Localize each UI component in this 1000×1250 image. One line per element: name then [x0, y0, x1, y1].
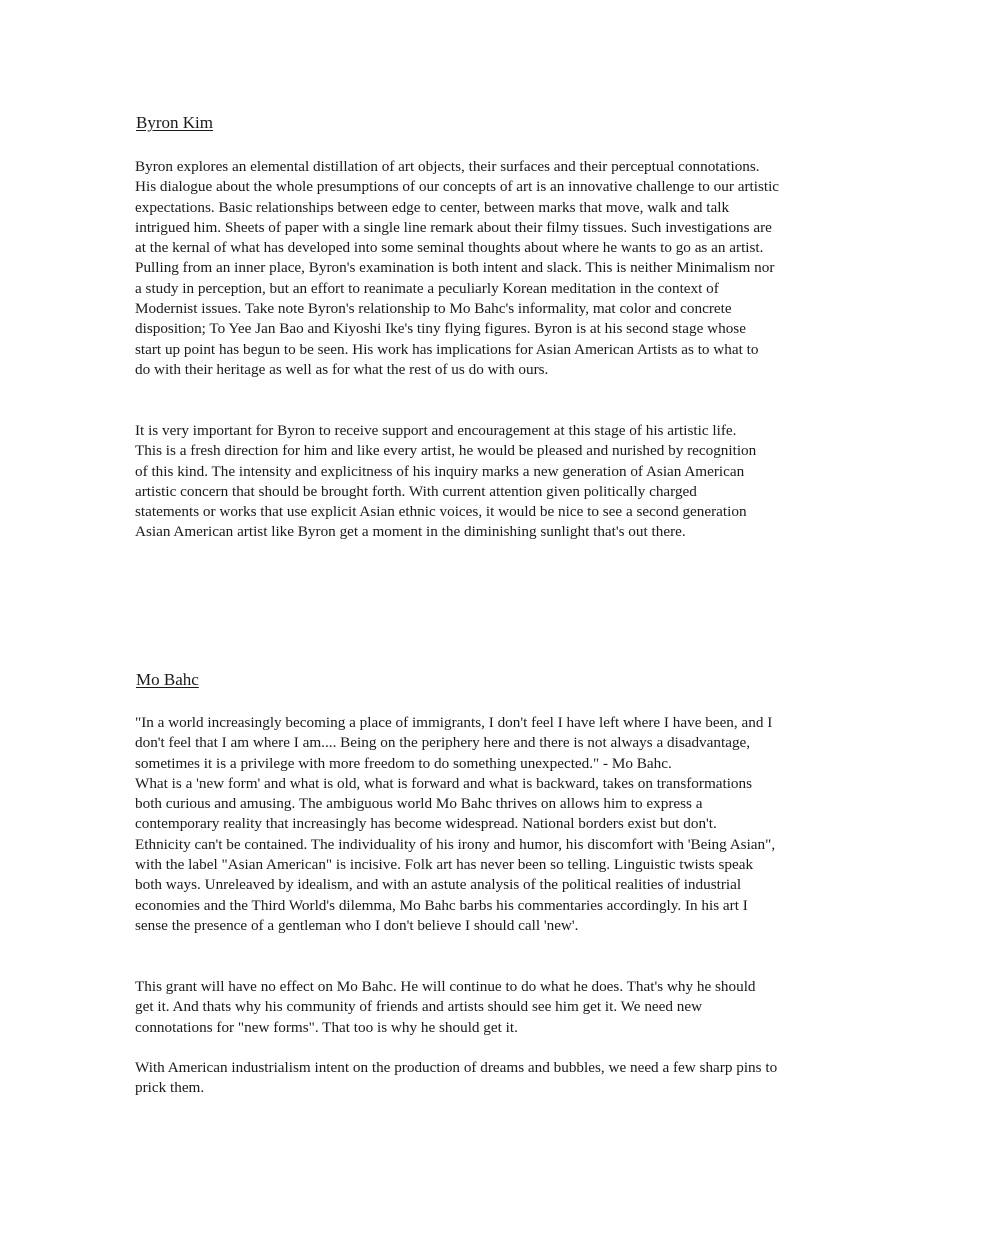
text-line: "In a world increasingly becoming a place of immigrants, I don't feel I have left where I have been, and I [135, 714, 773, 731]
byron-kim-paragraph-1 [135, 157, 895, 380]
text-line: It is very important for Byron to receive support and encouragement at this stage of his artistic life. [135, 422, 737, 439]
text-line: with the label "Asian American" is incisive. Folk art has never been so telling. Linguistic twists speak [135, 856, 754, 874]
text-line: start up point has begun to be seen. His work has implications for Asian American Artists as to what to [135, 340, 759, 358]
text-line: What is a 'new form' and what is old, what is forward and what is backward, takes on transformations [135, 774, 753, 792]
text-line: economies and the Third World's dilemma, Mo Bahc barbs his commentaries accordingly. In his art I [135, 896, 748, 914]
text-line: intrigued him. Sheets of paper with a single line remark about their filmy tissues. Such investigations are [135, 218, 772, 236]
text-line: Pulling from an inner place, Byron's examination is both intent and slack. This is neither Minimalism nor [135, 259, 775, 277]
text-line: get it. And thats why his community of friends and artists should see him get it. We need new [135, 998, 703, 1016]
text-line: This is a fresh direction for him and like every artist, he would be pleased and nurished by recognition [135, 442, 757, 460]
text-line: expectations. Basic relationships between edge to center, between marks that move, walk and talk [135, 198, 730, 216]
section-heading-mo-bahc: Mo Bahc [136, 670, 199, 689]
text-line: both curious and amusing. The ambiguous world Mo Bahc thrives on allows him to express a [135, 795, 703, 813]
text-line: His dialogue about the whole presumptions of our concepts of art is an innovative challenge to our artistic [135, 178, 780, 196]
text-line: prick them. [135, 1079, 205, 1097]
section-heading-byron-kim: Byron Kim [136, 113, 213, 132]
text-line: This grant will have no effect on Mo Bahc. He will continue to do what he does. That's why he should [135, 978, 756, 995]
text-line: do with their heritage as well as for what the rest of us do with ours. [135, 360, 549, 378]
text-line: statements or works that use explicit Asian ethnic voices, it would be nice to see a second generation [135, 503, 747, 521]
text-line: a study in perception, but an effort to reanimate a peculiarly Korean meditation in the context of [135, 279, 719, 297]
text-line: With American industrialism intent on the production of dreams and bubbles, we need a few sharp pins to [135, 1059, 778, 1076]
text-line: sense the presence of a gentleman who I don't believe I should call 'new'. [135, 916, 579, 934]
text-line: Ethnicity can't be contained. The individuality of his irony and humor, his discomfort with 'Being Asian", [135, 835, 776, 853]
text-line: Asian American artist like Byron get a moment in the diminishing sunlight that's out there. [135, 523, 686, 541]
text-line: sometimes it is a privilege with more freedom to do something unexpected." - Mo Bahc. [135, 754, 672, 772]
text-line: disposition; To Yee Jan Bao and Kiyoshi Ike's tiny flying figures. Byron is at his second stage whose [135, 320, 746, 338]
byron-kim-paragraph-2 [135, 421, 895, 543]
text-line: connotations for "new forms". That too is why he should get it. [135, 1018, 518, 1036]
mo-bahc-paragraph-3 [135, 1058, 895, 1099]
text-line: at the kernal of what has developed into some seminal thoughts about where he wants to go as an artist. [135, 239, 764, 257]
mo-bahc-paragraph-1 [135, 713, 895, 936]
mo-bahc-paragraph-2 [135, 977, 895, 1038]
text-line: Byron explores an elemental distillation of art objects, their surfaces and their perceptual connotations. [135, 158, 760, 175]
text-line: don't feel that I am where I am.... Being on the periphery here and there is not always a disadvantage, [135, 734, 751, 752]
text-line: both ways. Unreleaved by idealism, and with an astute analysis of the political realities of industrial [135, 876, 742, 894]
text-line: of this kind. The intensity and explicitness of his inquiry marks a new generation of Asian American [135, 462, 745, 480]
text-line: Modernist issues. Take note Byron's relationship to Mo Bahc's informality, mat color and concrete [135, 300, 732, 318]
text-line: contemporary reality that increasingly has become widespread. National borders exist but don't. [135, 815, 717, 833]
text-line: artistic concern that should be brought forth. With current attention given politically charged [135, 482, 697, 500]
